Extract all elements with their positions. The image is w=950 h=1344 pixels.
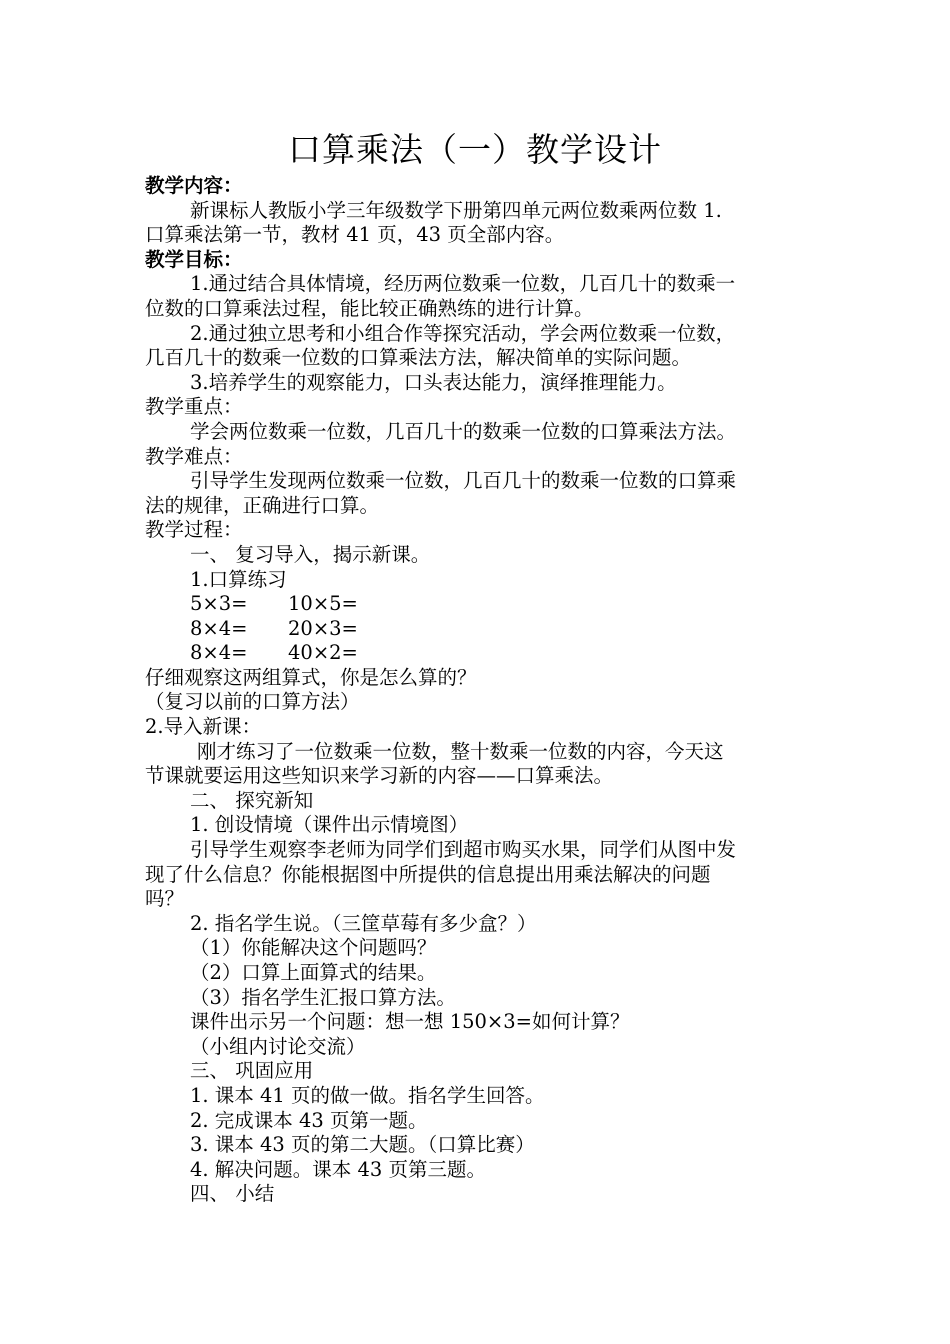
guide-line-1: 引导学生观察李老师为同学们到超市购买水果，同学们从图中发 (190, 838, 737, 862)
key-point-text: 学会两位数乘一位数，几百几十的数乘一位数的口算乘法方法。 (190, 419, 737, 443)
guide-line-3: 吗？ (145, 887, 185, 911)
review-note: （复习以前的口算方法） (145, 690, 360, 714)
exercise-1: 1. 课本 41 页的做一做。指名学生回答。 (190, 1083, 545, 1107)
content-text-line-2: 口算乘法第一节，教材 41 页，43 页全部内容。 (145, 223, 565, 247)
calc-right: 20×3= (288, 616, 358, 640)
goal-1-line-2: 位数的口算乘法过程，能比较正确熟练的进行计算。 (145, 296, 594, 320)
document-title: 口算乘法（一）教学设计 (288, 130, 662, 169)
goal-1-line-1: 1.通过结合具体情境，经历两位数乘一位数，几百几十的数乘一 (190, 272, 736, 296)
intro-line-2: 节课就要运用这些知识来学习新的内容——口算乘法。 (145, 764, 614, 788)
step-2-sub-2: 2. 指名学生说。（三筐草莓有多少盒？） (190, 911, 537, 935)
difficulty-line-2: 法的规律，正确进行口算。 (145, 493, 380, 517)
step-3-heading: 三、 巩固应用 (190, 1059, 314, 1083)
document-body (145, 174, 810, 1207)
process-heading: 教学过程： (145, 518, 243, 542)
key-point-heading: 教学重点： (145, 395, 243, 419)
calc-left: 5×3= (190, 592, 248, 616)
step-2-heading: 二、 探究新知 (190, 788, 314, 812)
group-discussion: （小组内讨论交流） (190, 1034, 366, 1058)
calc-right: 10×5= (288, 592, 358, 616)
observe-question: 仔细观察这两组算式，你是怎么算的？ (145, 665, 477, 689)
intro-heading: 2.导入新课： (145, 715, 262, 739)
calc-row (145, 592, 810, 617)
calc-row (145, 617, 810, 642)
guide-line-2: 现了什么信息？你能根据图中所提供的信息提出用乘法解决的问题 (145, 862, 711, 886)
step-2-sub-1: 1. 创设情境（课件出示情境图） (190, 813, 469, 837)
content-text-line-1: 新课标人教版小学三年级数学下册第四单元两位数乘两位数 1. (190, 198, 722, 222)
difficulty-line-1: 引导学生发现两位数乘一位数，几百几十的数乘一位数的口算乘 (190, 469, 737, 493)
calc-left: 8×4= (190, 616, 248, 640)
question-3: （3）指名学生汇报口算方法。 (190, 985, 456, 1009)
calc-left: 8×4= (190, 641, 248, 665)
step-1-subheading: 1.口算练习 (190, 567, 287, 591)
exercise-2: 2. 完成课本 43 页第一题。 (190, 1108, 428, 1132)
calc-row (145, 641, 810, 666)
exercise-3: 3. 课本 43 页的第二大题。（口算比赛） (190, 1133, 535, 1157)
goal-2-line-1: 2.通过独立思考和小组合作等探究活动，学会两位数乘一位数， (190, 321, 736, 345)
step-4-heading: 四、 小结 (190, 1182, 275, 1206)
another-question: 课件出示另一个问题：想一想 150×3=如何计算？ (190, 1010, 630, 1034)
exercise-4: 4. 解决问题。课本 43 页第三题。 (190, 1157, 487, 1181)
step-1-heading: 一、 复习导入，揭示新课。 (190, 542, 431, 566)
question-1: （1）你能解决这个问题吗？ (190, 936, 437, 960)
goal-3: 3.培养学生的观察能力，口头表达能力，演绎推理能力。 (190, 370, 677, 394)
goal-2-line-2: 几百几十的数乘一位数的口算乘法方法，解决简单的实际问题。 (145, 346, 692, 370)
content-heading: 教学内容： (145, 174, 243, 197)
calc-right: 40×2= (288, 641, 358, 665)
goals-heading: 教学目标： (145, 247, 243, 271)
question-2: （2）口算上面算式的结果。 (190, 961, 437, 984)
difficulty-heading: 教学难点： (145, 444, 243, 468)
intro-line-1: 刚才练习了一位数乘一位数，整十数乘一位数的内容，今天这 (197, 739, 724, 763)
